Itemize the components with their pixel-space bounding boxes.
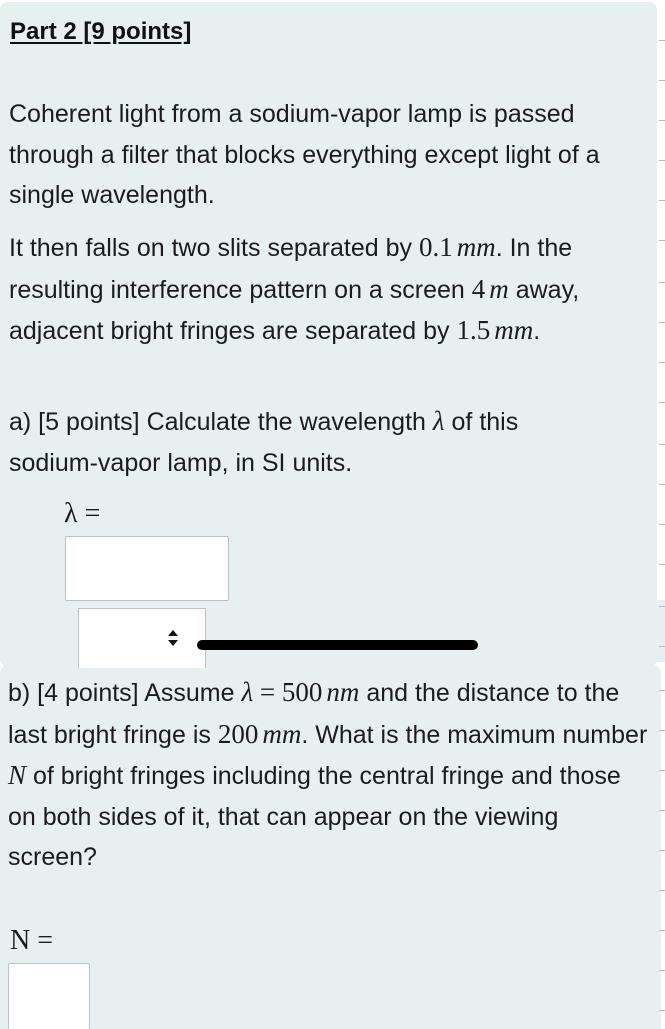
fringe-distance-unit: mm [262, 718, 302, 749]
question-b-text [8, 672, 653, 878]
lambda-value: 500 [281, 677, 323, 707]
lambda-label: λ = [64, 498, 101, 529]
slit-separation-value: 0.1 [418, 232, 453, 262]
part-title: Part 2 [9 points] [10, 18, 192, 45]
horizontal-scrollbar[interactable] [197, 640, 478, 650]
screen-distance-unit: m [489, 273, 509, 304]
question-b-prompt: . What is the maximum number [301, 720, 648, 749]
question-a-prompt: a) [5 points] Calculate the wavelength [9, 408, 433, 436]
lambda-unit: nm [326, 677, 360, 707]
screen-distance-value: 4 [471, 273, 486, 304]
lambda-symbol: λ [432, 406, 445, 436]
question-b-prompt: b) [4 points] Assume [8, 679, 242, 707]
n-symbol: N [8, 760, 27, 790]
fringe-distance-value: 200 [217, 718, 259, 749]
equals-sign: = [253, 677, 282, 707]
slit-separation-unit: mm [456, 232, 496, 262]
setup-text: away, adjacent bright fringes are separated by [9, 275, 580, 345]
question-a-prompt: of this sodium-vapor lamp, in SI units. [9, 408, 519, 477]
fringe-spacing-value: 1.5 [456, 315, 491, 345]
lambda-symbol: λ [241, 677, 254, 707]
fringe-count-answer-input[interactable] [8, 963, 90, 1029]
question-b-prompt: of bright fringes including the central fringe and those on both sides of it, that can appear on the viewing screen? [8, 762, 621, 871]
unit-select[interactable] [78, 608, 206, 668]
question-a-text [9, 401, 569, 483]
question-b-prompt: and the distance to the last bright fringe is [8, 679, 620, 749]
setup-text: It then falls on two slits separated by [9, 234, 419, 262]
updown-arrows-icon [167, 629, 179, 647]
fringe-spacing-unit: mm [494, 315, 534, 345]
intro-paragraph: Coherent light from a sodium-vapor lamp is passed through a filter that blocks everything except light of a single wavelength. [9, 100, 600, 209]
panel-edge [637, 600, 665, 662]
wavelength-answer-input[interactable] [65, 536, 229, 601]
setup-text: . In the resulting interference pattern on a screen [9, 234, 573, 304]
n-label: N = [10, 925, 54, 956]
setup-paragraph [9, 227, 649, 352]
setup-text: . [533, 317, 541, 345]
